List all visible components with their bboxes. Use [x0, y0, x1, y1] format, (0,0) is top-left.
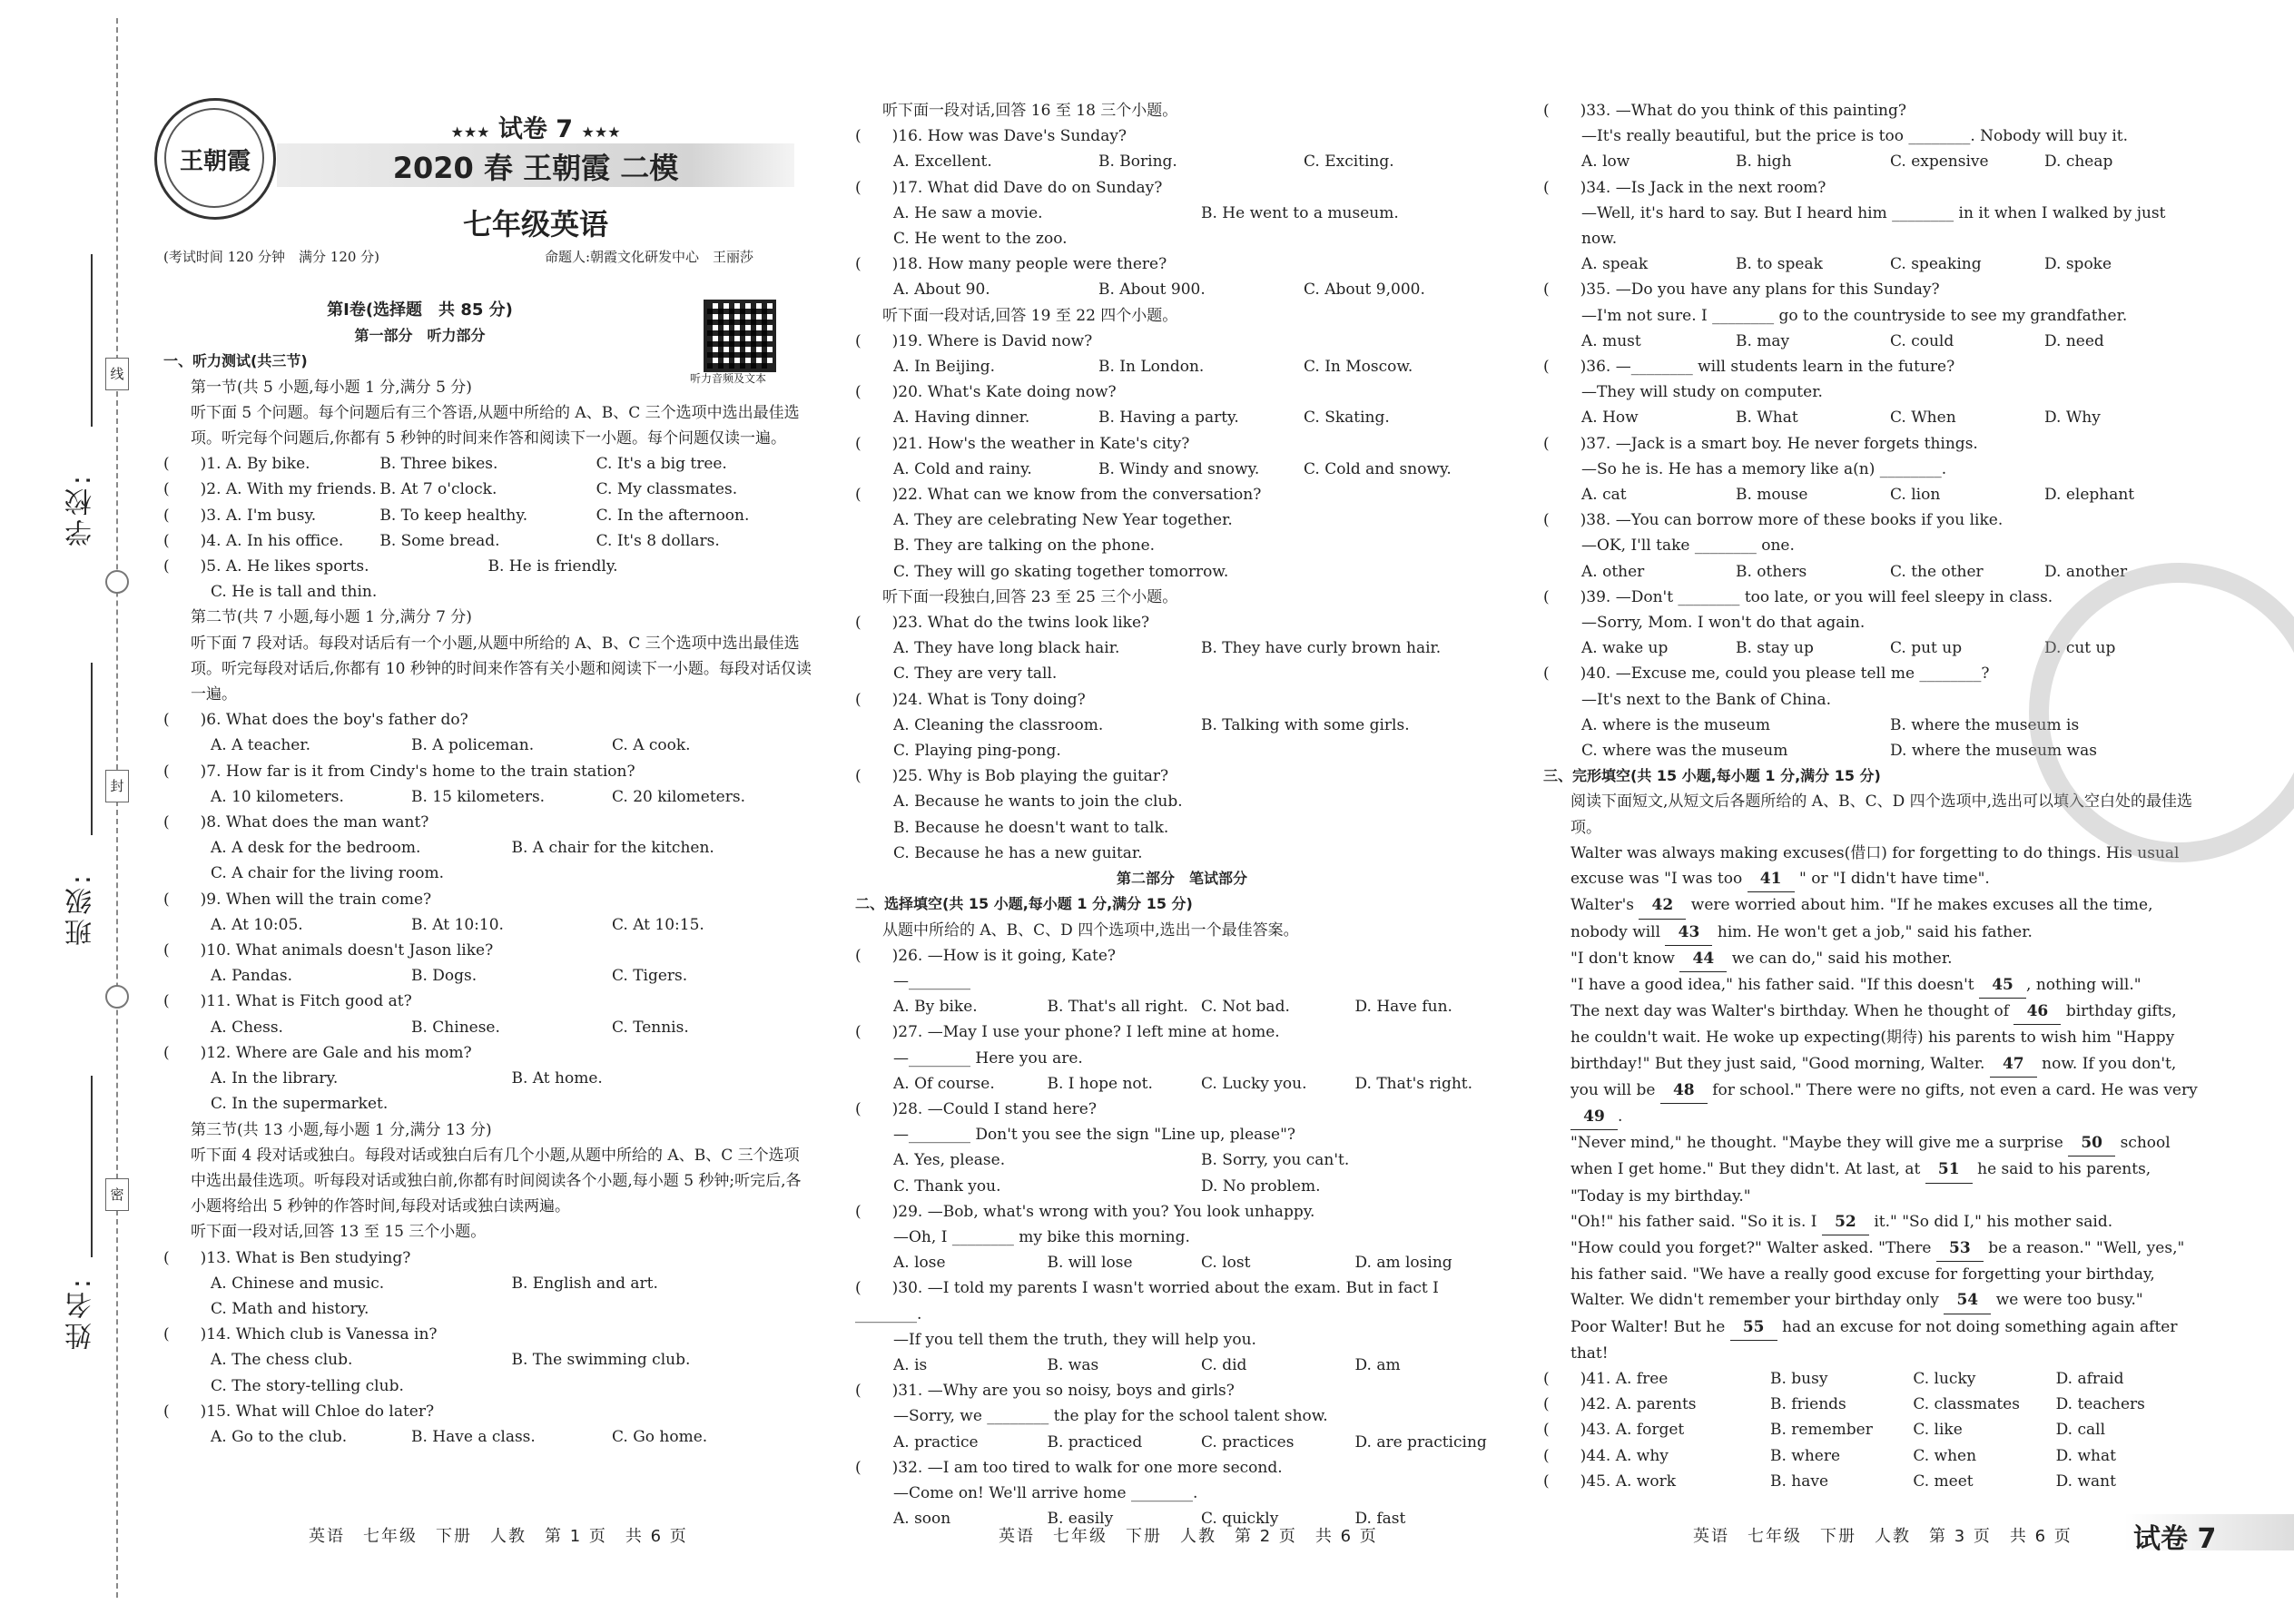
blank-55: 55 [1730, 1314, 1777, 1341]
answer-line: —________ Don't you see the sign "Line up, please"? [893, 1126, 1296, 1145]
options-39: A. wake up B. stay up C. put up D. cut up [1581, 639, 2116, 658]
option-text: C. He went to the zoo. [893, 230, 1068, 249]
passage-paragraph: "Never mind," he thought. "Maybe they will give me a surprise 50 school when I get home." But they didn't. At last, at 51 he said to his parents, "Today is my birthday." [1543, 1130, 2199, 1209]
question-9: ( )9. When will the train come? [163, 890, 432, 909]
question-29: ( )29. —Bob, what's wrong with you? You look unhappy. [855, 1202, 1315, 1221]
options-38: A. other B. others C. the other D. another [1581, 562, 2128, 581]
options-34: A. speak B. to speak C. speaking D. spoke [1581, 255, 2112, 274]
question-18: ( )18. How many people were there? [855, 255, 1167, 274]
options-7: A. 10 kilometers. B. 15 kilometers. C. 20 kilometers. [211, 787, 745, 806]
question-38: ( )38. —You can borrow more of these books if you like. [1543, 511, 2004, 530]
school-label: 学校: [65, 472, 97, 547]
question-13: ( )13. What is Ben studying? [163, 1248, 411, 1267]
series-title: 试卷 7 [497, 115, 574, 143]
answer-line: —It's next to the Bank of China. [1581, 690, 1831, 709]
options-24: A. Cleaning the classroom. B. Talking with some girls. [893, 715, 1410, 734]
name-field-line[interactable] [91, 1076, 93, 1257]
answer-line: —I'm not sure. I ________ go to the countryside to see my grandfather. [1581, 306, 2128, 325]
subsection-2: 第二节(共 7 小题,每小题 1 分,满分 7 分) [191, 608, 472, 627]
instructions-1: 听下面 5 个问题。每个问题后有三个答语,从题中所给的 A、B、C 三个选项中选出最佳选项。听完每个问题后,你都有 5 秒钟的时间来作答和阅读下一小题。每个问题仅读一遍。 [191, 403, 800, 448]
options-18: A. About 90. B. About 900. C. About 9,000. [893, 281, 1425, 300]
options-29: A. lose B. will lose C. lost D. am losing [893, 1254, 1452, 1273]
option-text: C. Playing ping-pong. [893, 742, 1061, 761]
subsection-1: 第一节(共 5 小题,每小题 1 分,满分 5 分) [191, 378, 472, 397]
blank-45: 45 [1979, 972, 2026, 999]
column-2 [855, 98, 1509, 1531]
question-10: ( )10. What animals doesn't Jason like? [163, 941, 494, 960]
passage-paragraph: "Oh!" his father said. "So it is. I 52 it." "So did I," his mother said. [1543, 1209, 2199, 1235]
section-2-title: 二、选择填空(共 15 小题,每小题 1 分,满分 15 分) [855, 895, 1193, 913]
question-3: ( )3. A. I'm busy. B. To keep healthy. C. In the afternoon. [163, 506, 750, 525]
question-34: ( )34. —Is Jack in the next room? [1543, 178, 1826, 197]
question-43: ( )43. A. forget B. remember C. like D. call [1543, 1421, 2106, 1440]
options-33: A. low B. high C. expensive D. cheap [1581, 153, 2113, 172]
question-28: ( )28. —Could I stand here? [855, 1099, 1097, 1118]
question-44: ( )44. A. why B. where C. when D. what [1543, 1446, 2116, 1465]
binding-hole-1 [105, 570, 129, 594]
options-35: A. must B. may C. could D. need [1581, 331, 2104, 350]
options-32: A. soon B. easily C. quickly D. fast [893, 1510, 1406, 1529]
options-12: A. In the library. B. At home. [211, 1069, 603, 1088]
class-label: 班级: [65, 871, 97, 947]
option-text: C. They are very tall. [893, 664, 1058, 684]
question-26: ( )26. —How is it going, Kate? [855, 946, 1116, 965]
instructions: 阅读下面短文,从短文后各题所给的 A、B、C、D 四个选项中,选出可以填入空白处的最佳选项。 [1570, 792, 2193, 837]
option-text: C. The story-telling club. [211, 1376, 404, 1395]
answer-line: —Sorry, Mom. I won't do that again. [1581, 614, 1866, 633]
question-8: ( )8. What does the man want? [163, 813, 429, 832]
question-42: ( )42. A. parents B. friends C. classmates D. teachers [1543, 1395, 2145, 1414]
options-15: A. Go to the club. B. Have a class. C. Go home. [211, 1427, 708, 1446]
seal-mark-3: 密 [105, 1178, 129, 1211]
answer-line: —Oh, I ________ my bike this morning. [893, 1227, 1190, 1246]
options-19: A. In Beijing. B. In London. C. In Moscow. [893, 358, 1413, 377]
exam-info: (考试时间 120 分钟 满分 120 分) [163, 249, 380, 265]
question-40: ( )40. —Excuse me, could you please tell me ________? [1543, 664, 1990, 684]
options-11: A. Chess. B. Chinese. C. Tennis. [211, 1018, 689, 1037]
star-icon: ★★★ [450, 123, 490, 141]
question-31: ( )31. —Why are you so noisy, boys and girls? [855, 1382, 1235, 1401]
question-36: ( )36. —________ will students learn in the future? [1543, 358, 1955, 377]
answer-line: —Well, it's hard to say. But I heard him ________ in it when I walked by just now. [1581, 203, 2166, 249]
blank-48: 48 [1660, 1078, 1708, 1104]
blank-42: 42 [1639, 892, 1686, 919]
question-19: ( )19. Where is David now? [855, 331, 1093, 350]
option-text: C. He is tall and thin. [211, 583, 378, 602]
series-badge [436, 109, 635, 144]
options-30: A. is B. was C. did D. am [893, 1355, 1401, 1374]
options-16: A. Excellent. B. Boring. C. Exciting. [893, 153, 1394, 172]
option-text: B. Because he doesn't want to talk. [893, 818, 1169, 837]
question-6: ( )6. What does the boy's father do? [163, 711, 468, 730]
instructions: 听下面一段对话,回答 16 至 18 三个小题。 [882, 102, 1178, 120]
page-footer-1: 英语 七年级 下册 人教 第 1 页 共 6 页 [309, 1527, 688, 1546]
blank-41: 41 [1748, 866, 1795, 892]
option-text: C. Math and history. [211, 1299, 369, 1318]
instructions-3b: 听下面一段对话,回答 13 至 15 三个小题。 [191, 1223, 487, 1242]
answer-line: —Come on! We'll arrive home ________. [893, 1483, 1198, 1502]
answer-line: —They will study on computer. [1581, 383, 1823, 402]
question-2: ( )2. A. With my friends. B. At 7 o'clock. C. My classmates. [163, 480, 738, 499]
question-21: ( )21. How's the weather in Kate's city? [855, 434, 1190, 453]
options-17: A. He saw a movie. B. He went to a museum. [893, 203, 1399, 222]
answer-line: —OK, I'll take ________ one. [1581, 536, 1795, 556]
question-16: ( )16. How was Dave's Sunday? [855, 127, 1127, 146]
options-28: A. Yes, please. B. Sorry, you can't. [893, 1151, 1350, 1170]
blank-50: 50 [2068, 1130, 2115, 1156]
options-21: A. Cold and rainy. B. Windy and snowy. C. Cold and snowy. [893, 459, 1452, 478]
question-12: ( )12. Where are Gale and his mom? [163, 1043, 472, 1062]
answer-line: —It's really beautiful, but the price is too ________. Nobody will buy it. [1581, 127, 2129, 146]
question-14: ( )14. Which club is Vanessa in? [163, 1325, 438, 1344]
class-field-line[interactable] [91, 663, 93, 835]
seal-mark-1: 线 [105, 358, 129, 390]
options-31: A. practice B. practiced C. practices D. are practicing [893, 1432, 1487, 1452]
instructions: 听下面一段对话,回答 19 至 22 四个小题。 [882, 306, 1178, 325]
blank-46: 46 [2013, 999, 2061, 1025]
name-label: 姓名: [65, 1275, 97, 1351]
passage-paragraph: Walter's 42 were worried about him. "If he makes excuses all the time, nobody will 43 him. He won't get a job," said his father. [1543, 892, 2199, 945]
blank-47: 47 [1990, 1051, 2037, 1078]
option-text: C. A chair for the living room. [211, 864, 445, 883]
option-text: C. Because he has a new guitar. [893, 843, 1143, 862]
question-7: ( )7. How far is it from Cindy's home to the train station? [163, 762, 635, 781]
author: 命题人:朝霞文化研发中心 王丽莎 [545, 249, 754, 265]
blank-52: 52 [1822, 1209, 1869, 1235]
page-footer-2: 英语 七年级 下册 人教 第 2 页 共 6 页 [999, 1527, 1378, 1546]
options-14: A. The chess club. B. The swimming club. [211, 1351, 691, 1370]
binding-hole-2 [105, 985, 129, 1009]
logo [154, 98, 276, 220]
logo-text: 王朝霞 [179, 148, 251, 175]
part-subtitle: 第一部分 听力部分 [354, 327, 486, 345]
question-17: ( )17. What did Dave do on Sunday? [855, 178, 1163, 197]
options-28b: C. Thank you. D. No problem. [893, 1176, 1321, 1196]
options-8: A. A desk for the bedroom. B. A chair for the kitchen. [211, 839, 714, 858]
seal-mark-2: 封 [105, 770, 129, 802]
question-20: ( )20. What's Kate doing now? [855, 383, 1117, 402]
blank-44: 44 [1679, 946, 1727, 972]
star-icon: ★★★ [581, 123, 621, 141]
passage-paragraph: "I don't know 44 we can do," said his mother. [1543, 946, 2199, 972]
question-25: ( )25. Why is Bob playing the guitar? [855, 767, 1169, 786]
question-5: ( )5. A. He likes sports. B. He is friendly. [163, 557, 618, 576]
option-text: A. Because he wants to join the club. [893, 792, 1183, 812]
answer-line: —________ Here you are. [893, 1048, 1083, 1068]
question-30: ( )30. —I told my parents I wasn't worried about the exam. But in fact I ________. [855, 1279, 1439, 1324]
question-32: ( )32. —I am too tired to walk for one more second. [855, 1458, 1283, 1477]
answer-line: —________ [893, 971, 970, 990]
subtitle: 七年级英语 [462, 207, 608, 241]
answer-line: —If you tell them the truth, they will help you. [893, 1330, 1256, 1349]
blank-53: 53 [1936, 1235, 1984, 1262]
option-text: C. In the supermarket. [211, 1095, 389, 1114]
binding-line [116, 18, 118, 1598]
options-23: A. They have long black hair. B. They have curly brown hair. [893, 639, 1442, 658]
question-33: ( )33. —What do you think of this painting? [1543, 102, 1906, 120]
part-title: 第Ⅰ卷(选择题 共 85 分) [327, 300, 513, 320]
options-26: A. By bike. B. That's all right. C. Not bad. D. Have fun. [893, 998, 1452, 1017]
subsection-3: 第三节(共 13 小题,每小题 1 分,满分 13 分) [191, 1120, 492, 1139]
option-text: C. They will go skating together tomorrow. [893, 562, 1229, 581]
option-text: A. They are celebrating New Year together. [893, 511, 1233, 530]
qr-caption: 听力音频及文本 [690, 372, 767, 385]
passage-paragraph: "I have a good idea," his father said. "If this doesn't 45 , nothing will." [1543, 972, 2199, 999]
question-22: ( )22. What can we know from the conversation? [855, 486, 1262, 505]
blank-51: 51 [1925, 1156, 1973, 1183]
answer-line: —Sorry, we ________ the play for the school talent show. [893, 1407, 1328, 1426]
question-15: ( )15. What will Chloe do later? [163, 1402, 435, 1421]
question-24: ( )24. What is Tony doing? [855, 690, 1086, 709]
options-36: A. How B. What C. When D. Why [1581, 408, 2101, 428]
option-text: B. They are talking on the phone. [893, 536, 1156, 556]
passage-paragraph: Walter was always making excuses(借口) for forgetting to do things. His usual excuse was "I was too 41 " or "I didn't have time". [1543, 841, 2199, 892]
answer-line: —So he is. He has a memory like a(n) ________. [1581, 459, 1947, 478]
page-footer-3: 英语 七年级 下册 人教 第 3 页 共 6 页 [1693, 1527, 2072, 1546]
options-9: A. At 10:05. B. At 10:10. C. At 10:15. [211, 915, 704, 934]
options-13: A. Chinese and music. B. English and art. [211, 1274, 658, 1293]
options-27: A. Of course. B. I hope not. C. Lucky you. D. That's right. [893, 1074, 1473, 1093]
part-2-title: 第二部分 笔试部分 [1116, 870, 1247, 888]
question-4: ( )4. A. In his office. B. Some bread. C. It's 8 dollars. [163, 531, 720, 550]
instructions-3: 听下面 4 段对话或独白。每段对话或独白后有几个小题,从题中所给的 A、B、C 三个选项中选出最佳选项。听每段对话或独白前,你都有时间阅读各个小题,每小题 5 秒钟;听完后,各小题将给出 5 秒钟的作答时间,每段对话或独白读两遍。 [191, 1146, 802, 1216]
passage-paragraph: "How could you forget?" Walter asked. "There 53 be a reason." "Well, yes," his father said. "We have a really good excuse for forgetting your birthday, Walter. We didn't remember your birthday only 54 we were too busy." [1543, 1235, 2199, 1314]
question-45: ( )45. A. work B. have C. meet D. want [1543, 1471, 2116, 1491]
question-11: ( )11. What is Fitch good at? [163, 992, 412, 1011]
options-20: A. Having dinner. B. Having a party. C. Skating. [893, 408, 1390, 428]
blank-43: 43 [1665, 920, 1712, 946]
instructions: 从题中所给的 A、B、C、D 四个选项中,选出一个最佳答案。 [882, 920, 1299, 940]
column-1 [163, 298, 812, 1450]
options-10: A. Pandas. B. Dogs. C. Tigers. [211, 967, 688, 986]
main-title: 2020 春 王朝霞 二模 [392, 151, 679, 185]
instructions-2: 听下面 7 段对话。每段对话后有一个小题,从题中所给的 A、B、C 三个选项中选出最佳选项。听完每段对话后,你都有 10 秒钟的时间来作答有关小题和阅读下一小题。每段对话仅读一遍。 [191, 634, 812, 704]
options-6: A. A teacher. B. A policeman. C. A cook. [211, 736, 691, 755]
blank-54: 54 [1944, 1287, 1991, 1314]
question-23: ( )23. What do the twins look like? [855, 614, 1150, 633]
passage-paragraph: Poor Walter! But he 55 had an excuse for not doing something again after that! [1543, 1314, 2199, 1366]
question-37: ( )37. —Jack is a smart boy. He never forgets things. [1543, 434, 1978, 453]
section-1-title: 一、听力测试(共三节) [163, 352, 308, 370]
question-39: ( )39. —Don't ________ too late, or you will feel sleepy in class. [1543, 587, 2053, 606]
question-27: ( )27. —May I use your phone? I left mine at home. [855, 1023, 1280, 1042]
options-40: A. where is the museum B. where the museum is [1581, 715, 2080, 734]
passage-paragraph: The next day was Walter's birthday. When he thought of 46 birthday gifts, he couldn't wait. He woke up expecting(期待) his parents to wish him "Happy birthday!" But they just said, "Good morning, Walter. 47 now. If you don't, you will be 48 for school." There were no gifts, not even a card. He was very 49 . [1543, 999, 2199, 1130]
footer-series-tag: 试卷 7 [2133, 1523, 2217, 1555]
options-37: A. cat B. mouse C. lion D. elephant [1581, 486, 2135, 505]
question-1: ( )1. A. By bike. B. Three bikes. C. It's a big tree. [163, 455, 727, 474]
question-41: ( )41. A. free B. busy C. lucky D. afraid [1543, 1369, 2124, 1388]
blank-49: 49 [1570, 1104, 1618, 1130]
section-3-title: 三、完形填空(共 15 小题,每小题 1 分,满分 15 分) [1543, 767, 1881, 785]
options-40b: C. where was the museum D. where the museum was [1581, 742, 2097, 761]
instructions: 听下面一段独白,回答 23 至 25 三个小题。 [882, 587, 1178, 606]
question-35: ( )35. —Do you have any plans for this Sunday? [1543, 281, 1940, 300]
school-field-line[interactable] [91, 254, 93, 427]
